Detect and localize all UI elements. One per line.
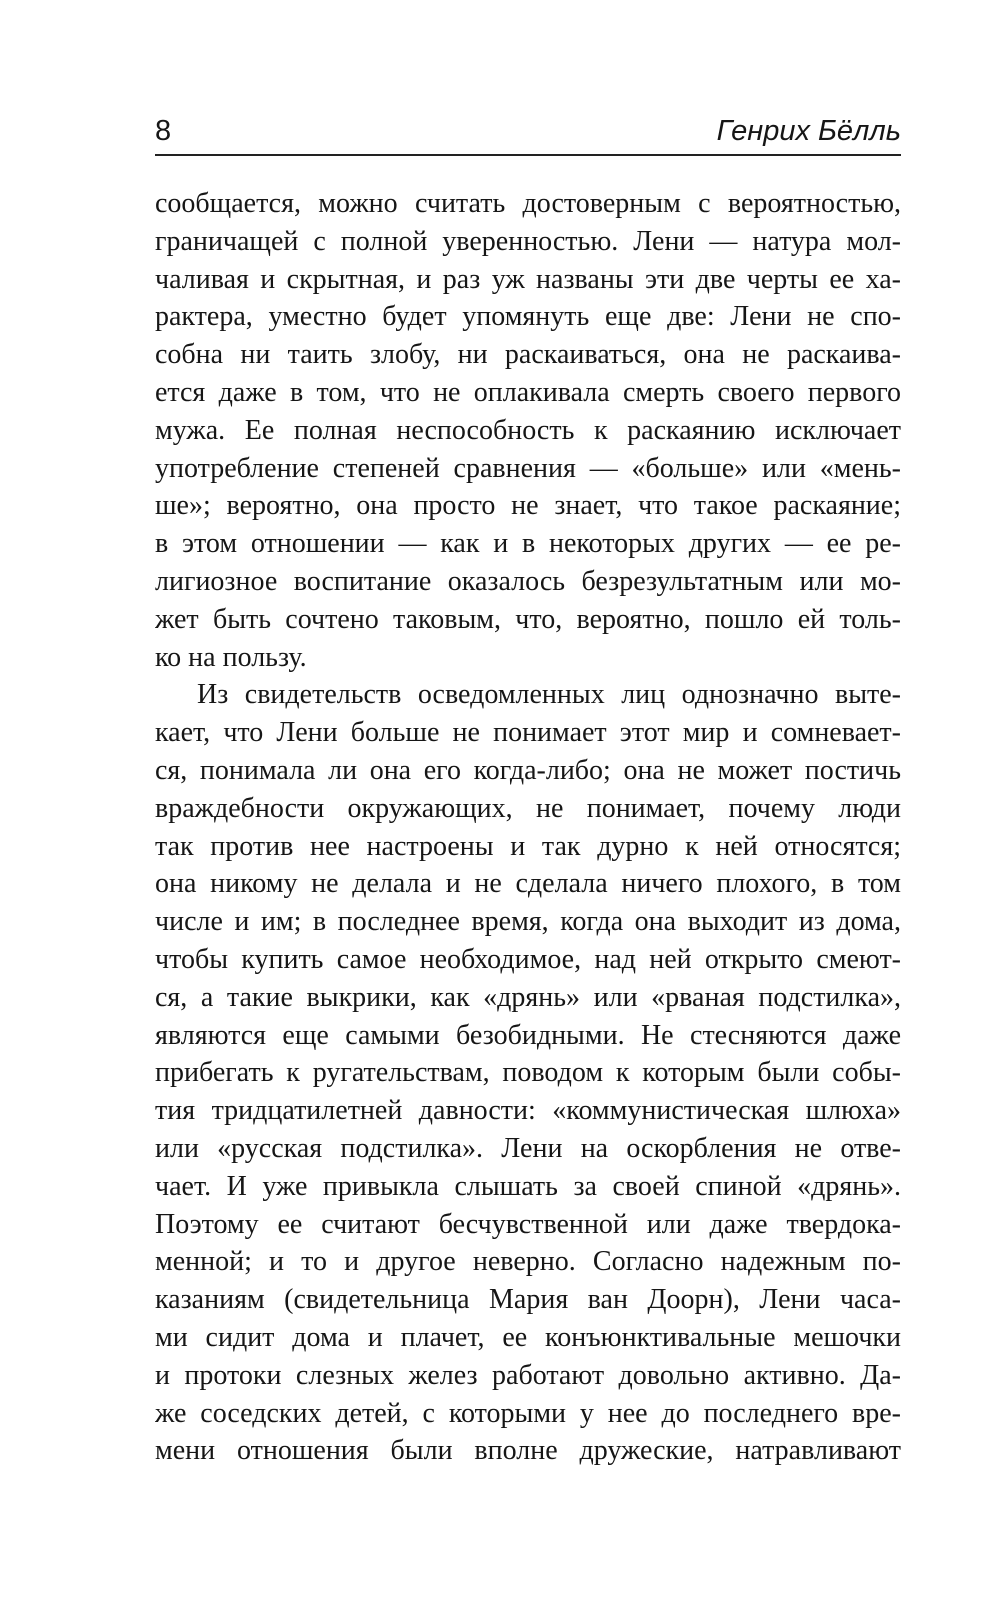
text-line: и протоки слезных желез работают довольно активно. Да-	[155, 1359, 901, 1391]
text-line: ется даже в том, что не оплакивала смерть своего первого	[155, 376, 901, 408]
text-line: мужа. Ее полная неспособность к раскаянию исключает	[155, 414, 901, 446]
text-line: же соседских детей, с которыми у нее до последнего вре-	[155, 1397, 901, 1429]
paragraph	[155, 676, 901, 1470]
text-line: граничащей с полной уверенностью. Лени — натура мол-	[155, 225, 901, 257]
text-line: мени отношения были вполне дружеские, натравливают	[155, 1435, 901, 1467]
text-line: ше»; вероятно, она просто не знает, что такое раскаяние;	[155, 490, 901, 522]
text-line: кает, что Лени больше не понимает этот мир и сомневает-	[155, 717, 901, 749]
text-line: числе и им; в последнее время, когда она выходит из дома,	[155, 906, 901, 938]
text-line: сообщается, можно считать достоверным с вероятностью,	[155, 188, 901, 219]
text-line: или «русская подстилка». Лени на оскорбления не отве-	[155, 1132, 901, 1164]
page-header	[155, 112, 901, 156]
body-text	[155, 185, 901, 1470]
text-line: так против нее настроены и так дурно к ней относятся;	[155, 830, 901, 862]
text-line: враждебности окружающих, не понимает, почему люди	[155, 792, 901, 824]
text-line: она никому не делала и не сделала ничего плохого, в том	[155, 868, 901, 900]
running-head-author: Генрих Бёлль	[716, 115, 901, 147]
text-line: лигиозное воспитание оказалось безрезультатным или мо-	[155, 565, 901, 597]
text-line: ся, понимала ли она его когда-либо; она не может постичь	[155, 754, 901, 786]
text-line: рактера, уместно будет упомянуть еще две: Лени не спо-	[155, 301, 901, 333]
text-line: чтобы купить самое необходимое, над ней открыто смеют-	[155, 943, 901, 975]
text-line: Из свидетельств осведомленных лиц однозначно выте-	[197, 679, 901, 711]
text-line: употребление степеней сравнения — «больше» или «мень-	[155, 452, 901, 484]
text-line: тия тридцатилетней давности: «коммунистическая шлюха»	[155, 1095, 901, 1127]
text-line: в этом отношении — как и в некоторых других — ее ре-	[155, 528, 901, 560]
text-line: ми сидит дома и плачет, ее конъюнктивальные мешочки	[155, 1321, 901, 1353]
text-line: казаниям (свидетельница Мария ван Доорн), Лени часа-	[155, 1284, 901, 1316]
text-line: Поэтому ее считают бесчувственной или даже твердока-	[155, 1208, 901, 1240]
paragraph	[155, 185, 901, 676]
text-line: ко на пользу.	[155, 641, 307, 673]
text-line: прибегать к ругательствам, поводом к которым были собы-	[155, 1057, 901, 1089]
text-line: жет быть сочтено таковым, что, вероятно, пошло ей толь-	[155, 603, 901, 635]
page-number: 8	[155, 115, 172, 147]
text-line: менной; и то и другое неверно. Согласно надежным по-	[155, 1246, 901, 1278]
text-line: чаливая и скрытная, и раз уж названы эти две черты ее ха-	[155, 263, 901, 295]
text-line: являются еще самыми безобидными. Не стесняются даже	[155, 1019, 901, 1051]
text-line: собна ни таить злобу, ни раскаиваться, она не раскаива-	[155, 339, 901, 371]
text-line: ся, а такие выкрики, как «дрянь» или «рваная подстилка»,	[155, 981, 901, 1013]
text-line: чает. И уже привыкла слышать за своей спиной «дрянь».	[155, 1170, 901, 1202]
